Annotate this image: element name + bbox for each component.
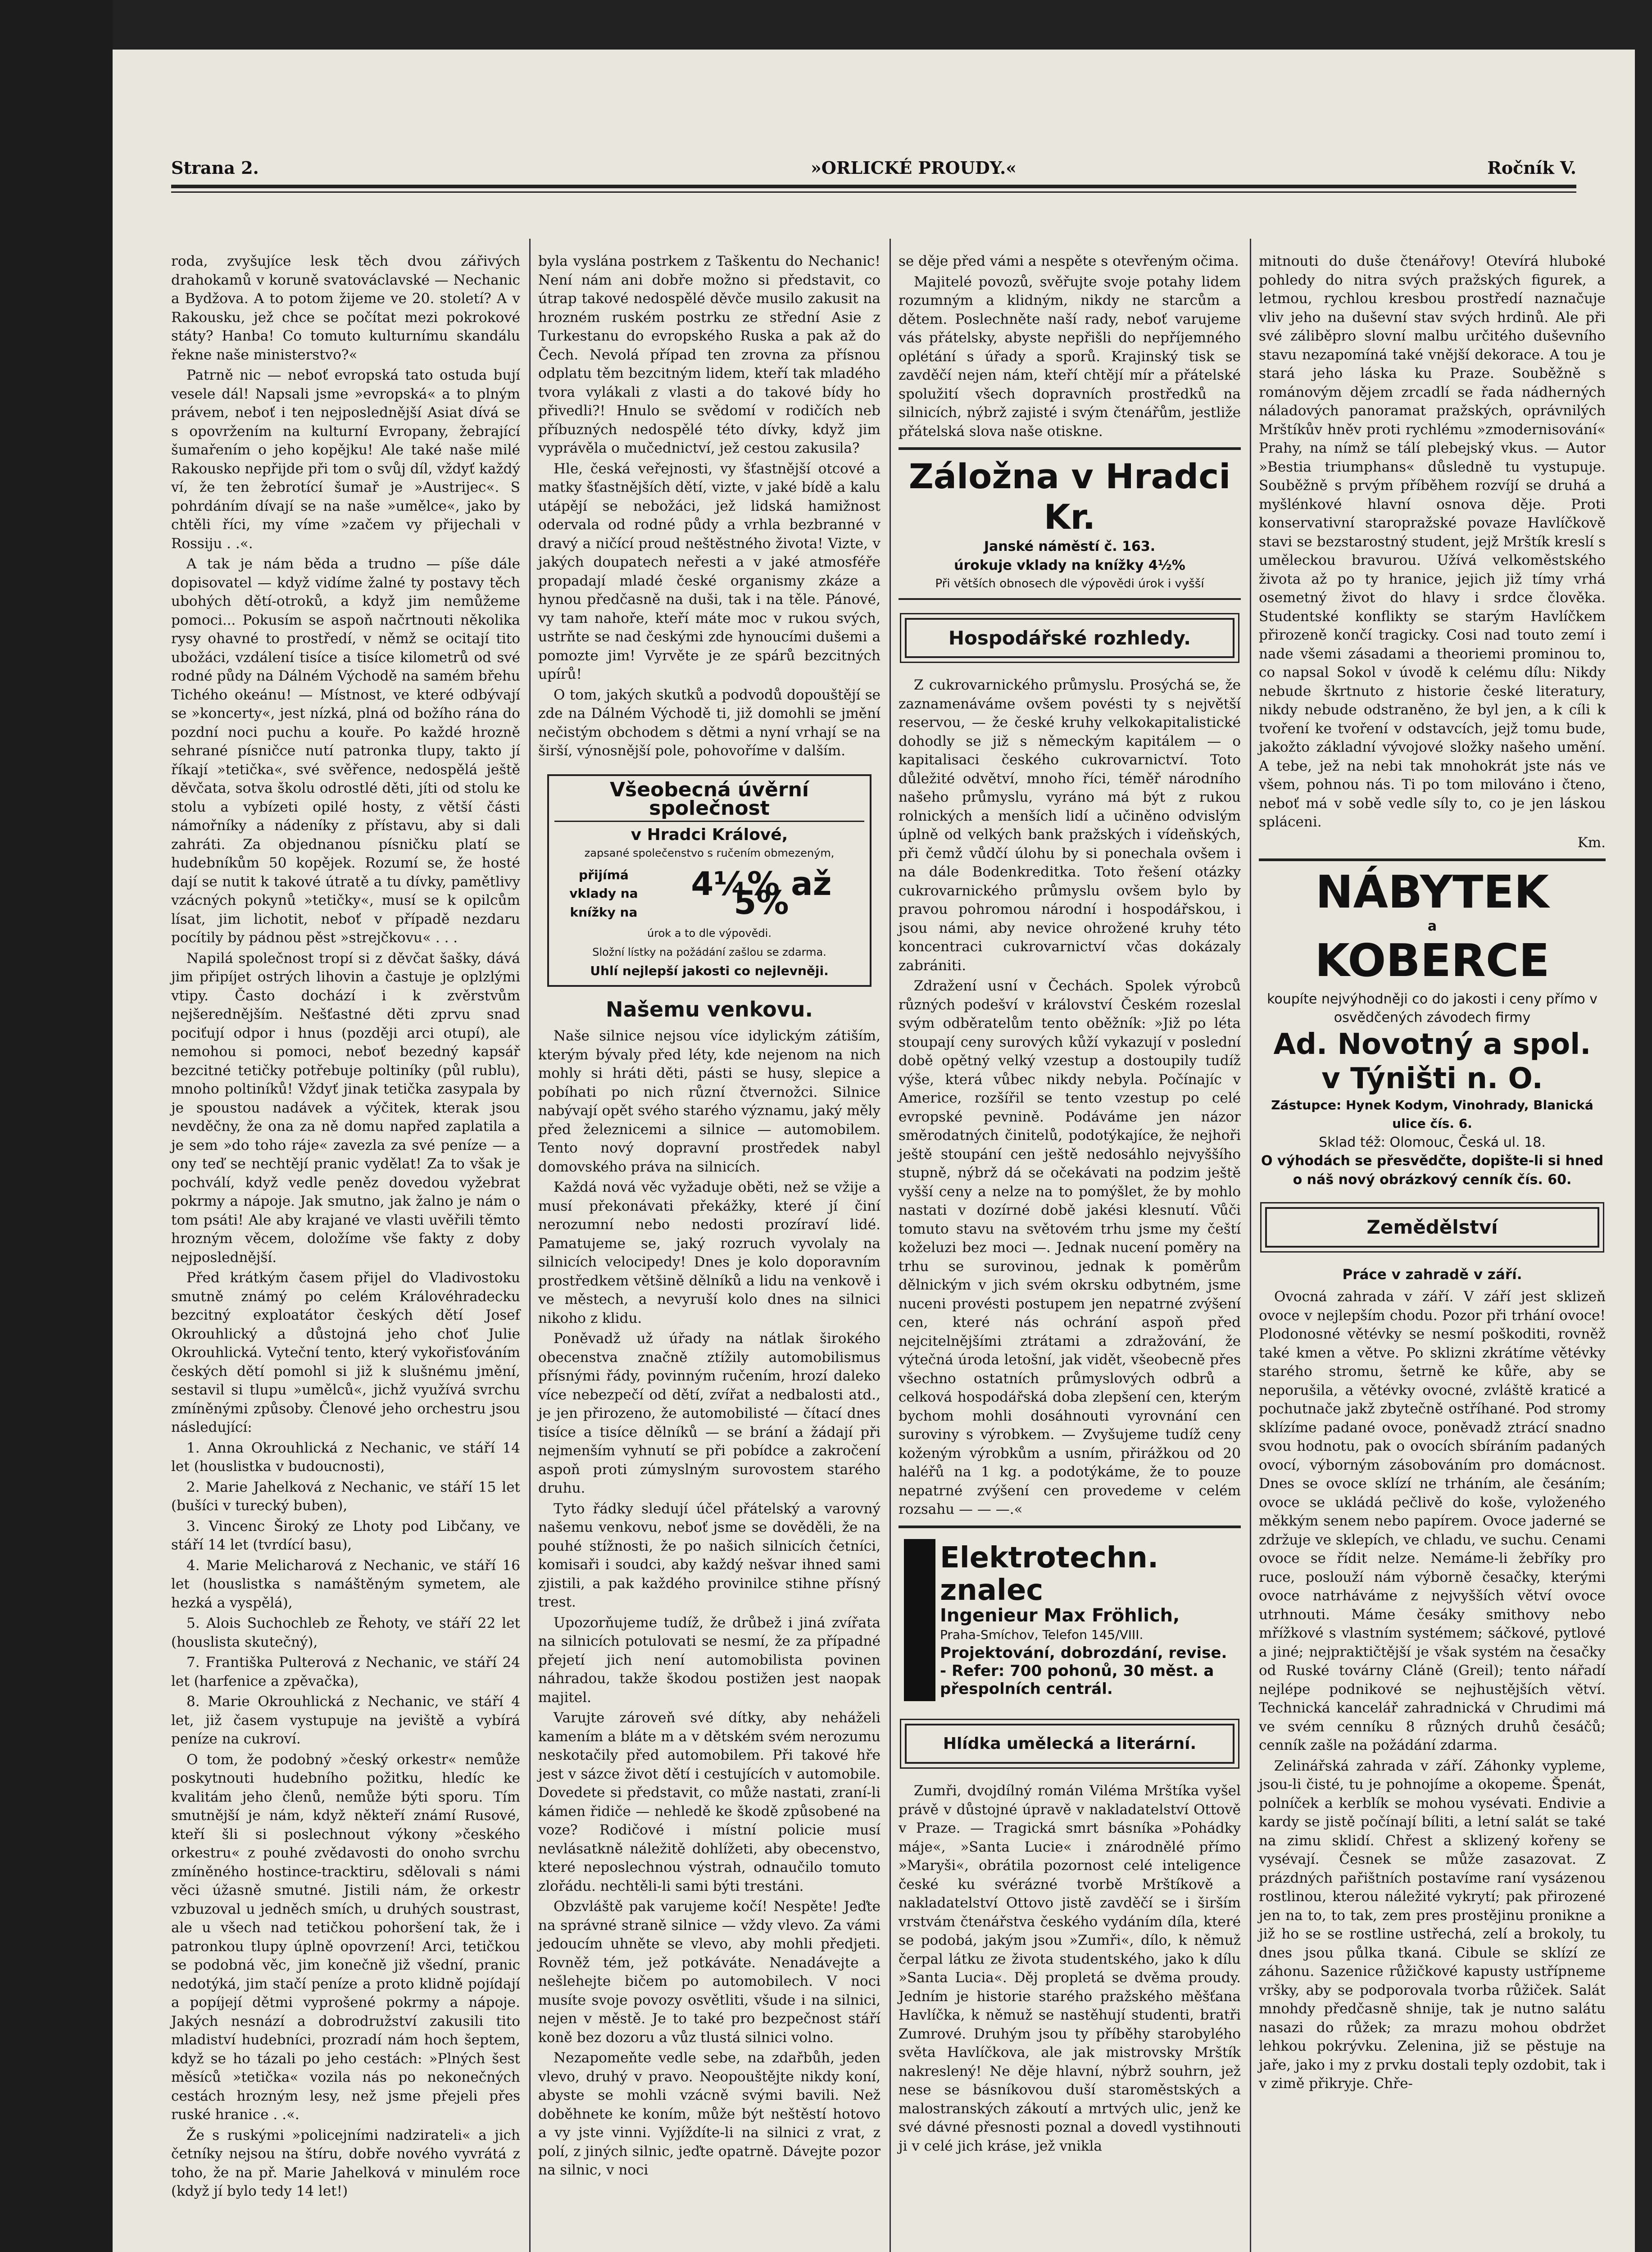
ad-word-nabytek: NÁBYTEK [1315,866,1549,918]
ad-desc: koupíte nejvýhodněji co do jakosti i ceny přímo v osvědčených závodech firmy [1267,991,1598,1026]
section-heading: Hlídka umělecká a literární. [905,1724,1234,1764]
article-paragraph: Obzvláště pak varujeme kočí! Nespěte! Jeďte na správné straně silnice — vždy vlevo. Za vámi jedoucím uhněte se vlevo, aby mohli předjeti. Rovněž tém, jež potkáváte. Nenadávejte a nešlehejte bičem po automobilech. V noci musíte svoje povozy osvětliti, všude i na silnici, nejen v městě. Je to také pro bezpečnost stáří koně bez dozoru a vůz tlustá silnici volno. [538,1898,880,2046]
article-paragraph: Zumři, dvojdílný román Viléma Mrštíka vyšel právě v důstojné úpravě v nakladatelství Ottově v Praze. — Tragická smrt básníka »Pohádky máje«, »Santa Lucie« i znárodnělé přímo »Maryši«, obrátila pozornost celé inteligence české ku svérázné tvorbě Mrštíkově a nakladatelství Ottovo jistě zavděčí se i širším vrstvám čtenářstva českého vydáním díla, které se podobá, jakým jsou »Zumři«, dílo, k němuž čerpal látku ze života studentského, jako k dílu »Santa Lucia«. Děj propletá se dvěma proudy. Jedním je historie starého pražského měšťana Havlíčka, k němuž se nastěhují studenti, bratři Zumrové. Druhým jsou ty příběhy starobylého světa Havlíčkova, ale jak mistrovsky Mrštík nakreslený! Ne děje hlavní, nýbrž souhrn, jež nese se básníkovou duší staroměstských a malostranských zákoutí a mrtvých ulic, jenž ke své dávné přesnosti poznal a dovedl vystihnouti ji v celé jich kráse, jež vnikla [899,1783,1241,2154]
ad-word-a: a [1427,918,1437,934]
article-paragraph: Před krátkým časem přijel do Vladivostoku smutně známý po celém Královéhradecku bezcitný exploatátor českých dětí Josef Okrouhlický a důstojná jeho choť Julie Okrouhlická. Vyteční tento, který vykořisťováním českých dětí pomohl si již k slušnému jmění, sestavil si tlupu »umělců«, jichž využívá svrchu zmíněnými způsoby. Členové jeho orchestru jsou následující: [171,1270,520,1435]
section-heading: Zemědělství [1265,1207,1599,1248]
zalozna-name: Záložna v Hradci Kr. [908,456,1231,537]
ad-warehouse: Sklad též: Olomouc, Česká ul. 18. [1319,1134,1546,1150]
article-paragraph: Patrně nic — neboť evropská tato ostuda bují vesele dál! Napsali jsme »evropská« a to plným právem, neboť i ten nejposlednější Asiat dívá se s opovržením na kulturní Evropany, žebrající šumařením o jeho kopějku! Ale také naše milé Rakousko nepřijde při tom o svůj díl, vždyť každý ví, že ten žebrotící šumař je »Austrijec«. S pohrdáním dívají se na naše »umělce«, jako by chtěli říci, my víme »začem vy přijechali v Rossiju . .«. [171,367,520,552]
article-paragraph: se děje před vámi a nespěte s otevřeným očima. [899,253,1239,269]
bank-accepts: přijímá vklady na knížky na [569,867,638,920]
ad-cta: O výhodách se přesvědčte, dopište-li si hned o náš nový obrázkový cenník čís. 60. [1261,1153,1604,1188]
ad-firm-city: v Týništi n. O. [1321,1062,1543,1095]
column-divider [890,239,891,2252]
article-paragraph: Zdražení usní v Čechách. Spolek výrobců různých podešví v království Českém rozeslal svým odběratelům tento oběžník: »Již po léta stoupají ceny surových kůží vykazují v poslední době opětný velký vzestup a dostoupily tudíž výše, která vůbec nikdy nebyla. Počínajíc v Americe, rozšířil se tento vzestup po celé evropské pevnině. Podáváme jen názor směrodatných činitelů, podotýkajíce, že nejhoři ještě stoupání cen ještě nedosáhlo nejvyššího stupně, nýbrž dá se očekávati na podzim ještě vyšší ceny a nelze na to pomýšlet, že by mohlo nastati v dozírné době jakési klesnutí. Vůči tomuto stavu na světovém trhu jsme my čeští koželuzi bez moci —. Jednak nucení poměry na trhu se surovinou, jednak k poměrům dělnickým v jich svém okrsku odbytném, jsme nuceni provésti postupem jen nepatrné zvýšení cen, které nás ochrání aspoň před nejcitelnějšími ztrátami a zdražování, že výtečná úroda letošní, jak vidět, všeobecně přes všechno ostatních průmyslových odbrů a celková hospodářská doba zlepšení cen, kterým bychom mohli dosáhnouti vyrovnání cen suroviny s výrobkem. — Zvyšujeme tudíž ceny koženým výrobkům a usním, přirážkou od 20 haléřů na 1 kg. a podotýkáme, že to pouze nepatrné zvýšení cen provedeme v celém rozsahu — — —.« [899,978,1241,1517]
article-paragraph: Hle, česká veřejnosti, vy šťastnější otcové a matky šťastnějších dětí, vizte, v jaké bídě a kalu utápějí se nebožáci, jež lidská hamižnost odervala od rodné půdy a vrhla bezbranné v dravý a ničící proud neštěstného života! Vizte, v jakých doupatech neřesti a v jaké atmosféře propadají mladé české organismy zkáze a hynou předčasně na duši, tak i na těle. Pánové, vy tam nahoře, kteří máte moc v rukou svých, ustrňte se nad českými zde hynoucími dušemi a pomozte jim! Vyrvěte je ze spárů bezcitných upírů! [538,460,880,682]
article-paragraph: Nezapomeňte vedle sebe, na zdařbůh, jeden vlevo, druhý v pravo. Neopouštějte nikdy koní, abyste se mohli vzácně svými bavili. Než doběhnete ke koním, může být neštěstí hotovo a vy jste vinni. Vyjíždíte-li na silnici z vrat, z polí, z jiných silnic, jeďte opatrně. Dávejte pozor na silnic, v noci [538,2050,880,2178]
member-item: 2. Marie Jahelková z Nechanic, ve stáří 15 let (bušíci v turecký buben), [171,1479,520,1514]
elektro-title: Elektrotechn. znalec [940,1541,1159,1607]
zalozna-ad [899,456,1241,600]
big-letter-e [904,1539,935,1701]
zalozna-address: Janské náměstí č. 163. [984,539,1156,554]
zalozna-note: Při větších obnosech dle výpovědi úrok i vyšší [935,577,1204,590]
section-subheading: Práce v zahradě v září. [1342,1266,1522,1283]
column-3 [899,252,1241,2157]
section-heading: Našemu venkovu. [606,997,813,1022]
bank-note: úrok a to dle výpovědi. [647,927,772,940]
article-paragraph: Že s ruskými »policejními nadzirateli« a jich četníky nejsou na štíru, dobře nového vyvrátá z toho, že na př. Marie Jahelková v minulém roce (když jí bylo tedy 14 let!) [171,2127,520,2199]
bank-desc: zapsané společenstvo s ručením obmezeným, [584,847,835,859]
bank-name: Všeobecná úvěrní společnost [554,781,864,822]
signature: Km. [1577,834,1606,851]
column-divider [529,239,531,2252]
separator [899,1526,1241,1528]
bank-city: v Hradci Králové, [631,825,788,844]
article-paragraph: Z cukrovarnického průmyslu. Prosýchá se, že zaznamenáváme ovšem povésti ty s největší reservou, — že české kruhy velkokapitalistické dohodly se již s německým kapitálem — o kapitalisaci českého cukrovarnictví. Toto důležité odvětví, mnoho říci, téměř národního našeho průmyslu, vyráno má být z rukou rolnických a menších lidí a učiněno odvislým úplně od velkých bank pražských i vídeňských, při čemž vůdčí úlohu by si ponechala ovšem i na dále Bodenkreditka. Toto řešení otázky cukrovarnického průmyslu ovšem bylo by pravou pohromou národní i hospodářskou, i jsou námi, aby nevice ohrožené kruhy této koncentraci cukrovarnictví včas dokázaly zabrániti. [899,677,1241,974]
elektro-ad [899,1535,1241,1706]
member-item: 4. Marie Melicharová z Nechanic, ve stáří 16 let (houslistka s namáštěným symetem, ale hezká a vyspělá), [171,1557,520,1611]
section-heading: Hospodářské rozhledy. [905,618,1234,658]
volume-label: Ročník V. [1487,158,1576,178]
article-paragraph: A tak je nám běda a trudno — píše dále dopisovatel — když vidíme žalné ty postavy těch ubohých dětí-otroků, a když jim nemůžeme pomoci... Pokusím se aspoň načrtnouti několika rysy ohavné to prostředí, v němž se ocitají tito ubožáci, vzdálení tisíce a tisíce kilometrů od své rodné půdy na Dálném Východě na samém břehu Tichého okeánu! — Místnost, ve které odbývají se »koncerty«, jest nízká, plná od božího rána do pozdní noci puchu a kouře. Po každé hrozně sehrané písničce nutí patronka tlupy, takto jí říkají »tetička«, své svěřence, nedospělá ještě děvčata, sotva školu odrostlé děti, jíti od stolu ke stolu a vybízeti opilé hosty, z větší části námořníky a nádeníky z přístavu, aby si dali zahráti. Za objednanou písničku platí se hudebníkům 50 kopějek. Rozumí se, že hosté dají se nutit k takové útratě a tu dívky, pamětlivy vzácných pokynů »tetičky«, musí se k opilcům lísat, jim lichotit, neboť v případě nezdaru pocítily by pádnou pěst »strejčkovu« . . . [171,556,520,946]
newspaper-page [113,50,1635,2252]
article-paragraph: byla vyslána postrkem z Taškentu do Nechanic! Není nám ani dobře možno si představit, co útrap takové nedospělé děvče musilo zakusit na hrozném ruském postrku ze střední Asie z Turkestanu do evropského Ruska a pak až do Čech. Nevolá případ ten zrovna za přísnou odplatu těm bezcitným lidem, kteří tak mladého tvora vylákali z vlasti a do takové bídy ho přivedli?! Hnulo se svědomí v rodičích neb příbuzných nedospělé této dívky, když jim vyprávěla o mučednictví, jež cestou zakusila? [538,253,880,456]
member-item: 5. Alois Suchochleb ze Řehoty, ve stáří 22 let (houslista skutečný), [171,1615,520,1650]
article-paragraph: O tom, že podobný »český orkestr« nemůže poskytnouti hudebního požitku, hledíc ke kvalitám jeho členů, nemůže býti sporu. Tím smutnější je nám, když někteří známí Rusové, kteří šli si poslechnout výkony »českého orkestru« z pouhé zvědavosti do onoho svrchu zmíněného hostince-tracktiru, sdělovali s námi věci úžasně smutné. Jistili nám, že orkestr vzbuzoval u jedněch smích, u druhých soustrast, ale u všech nad tetičkou pohoršení tak, že i patronkou tlupy úplně opovrzení! Arci, tetičkou se podobná věc, jim konečně již všední, pranic nedotýká, jim stačí peníze a proto klidně pojídají a popíjejí dětmi vyprošené pokrmy a nápoje. Jakých nesnází a dobrodružství zakusili tito mladiství hudebníci, prozradí nám hoch šeptem, když se ho tázali po jeho cestách: »Plných šest měsíců »tetička« vozila nás po nekonečných cestách hrozným lesy, než jsme přejeli přes ruské hranice . .«. [171,1751,520,2123]
member-item: 7. Františka Pulterová z Nechanic, ve stáří 24 let (harfenice a zpěvačka), [171,1654,520,1689]
member-item: 1. Anna Okrouhlická z Nechanic, ve stáří 14 let (houslistka v budoucnosti), [171,1439,520,1475]
ad-firm: Ad. Novotný a spol. [1273,1027,1591,1061]
ad-word-koberce: KOBERCE [1315,934,1550,987]
article-paragraph: Varujte zároveň své dítky, aby neháželi kamením a bláte m a v dětském svém nerozumu neskotačily před automobilem. Při takové hře jest v sázce život dětí i cestujících v automobile. Dovedete si představit, co může nastati, zraní-li kámen řidiče — nehledě ke škodě způsobené na voze? Rodičové i místní policie musí nevlásatkně náležitě dohlížeti, aby obecenstvo, které neposlechnou výstrah, odnaučilo tomuto zlořádu. nechtěli-li sami býti trestáni. [538,1710,880,1894]
separator [899,447,1241,450]
article-paragraph: Každá nová věc vyžaduje oběti, než se vžije a musí překonávati překážky, které jí činí nerozumní nebo nedosti prozíraví lidé. Pamatujeme se, jaký rozruch vyvolaly na silnicích velocipedy! Dnes je kolo doporavním prostředkem většině dělníků a lidu na venkově i ve městech, a nevyruší kolo dnes na silnici nikoho z klidu. [538,1179,880,1326]
elektro-address: Praha-Smíchov, Telefon 145/VIII. [940,1627,1144,1642]
zalozna-rate: úrokuje vklady na knížky 4½% [954,557,1185,573]
article-paragraph: mitnouti do duše čtenářovy! Otevírá hluboké pohledy do nitra svých pražských figurek, a letmou, rychlou kresbou prostředí naznačuje vliv jeho na duševní stav svých hrdinů. Ale při své záliběpro slovní malbu určitého duševního stavu nezapomíná také vnější dekorace. A tou je stará jeho láska ku Praze. Souběžně s románovým dějem zrcadlí se řada nádherných náladových panoramat pražských, oprávnilých Mrštíkův hněv proti rychlému »zmodernisování« Prahy, na nímž se tálí plebejský vkus. — Autor »Bestia triumphans« důsledně tu vystupuje. Souběžně s prvým příběhem rozvíjí se druhá a myšlénkové hlavní osnova děje. Proti konservativní staropražské povaze Havlíčkově stavi se bezstarostný student, jejž Mrštík kreslí s uměleckou bravurou. Užívá velkoměstského života až po ty hranice, jejich již tímy vrhá osemetný život do hlavy i srdce člověka. Studentské konflikty se starým Havlíčkem přirozeně končí tragicky. Cosi nad touto zemí i nade všemi zásadami a theoriemi prominou to, co napsal Sokol v úvodě k celému dílu: Nikdy nebude škrtnuto z historie české literatury, nikdy nebude odstraněno, že byl jen, a k cíli k tvoření ke tvoření v odstavcích, jejž tomu bude, jakožto základní vývojové složky našeho umění. A tebe, jež na nebi tak mnohokrát jste nás ve všem, pohnou nás. Ti po tom milováno i čteno, neboť má v sobě vedle síly to, co je jen láskou spláceni. [1259,253,1606,830]
separator [1259,858,1606,861]
article-paragraph: Tyto řádky sledují účel přátelský a varovný našemu venkovu, neboť jsme se dověděli, že na pouhé stížnosti, že po našich silnicích četníci, komisaři i soudci, aby každý nešvar ihned sami zjistili, a pak každého provinilce stihne přísný trest. [538,1500,880,1610]
masthead-title: »ORLICKÉ PROUDY.« [811,158,1017,178]
header-rule-thin [171,191,1576,193]
article-paragraph: Napilá společnost tropí si z děvčat šašky, dává jim připíjet ostrých lihovin a častuje je oplzlými vtipy. Často dochází i k zvěrstvům nejšerednějším. Nešťastné děti zprvu snad pociťují odpor i hnus (později arci otupí), ale nemohou si pomoci, neboť bezedný kapsář bezcitné tetičky potřebuje poltiníky (půl rublu), mnoho poltiníků! Vždyť jinak tetička zasypala by je spoustou nadávek a výčitek, kterak jsou nevděčny, že ona za ně domu napřed zaplatila a je sem »do toho ráje« zavezla za své peníze — a ony teď se nechtějí pranic vydělat! Za to však je pochválí, když vedle peněz dovedou vyžebrat pokrmy a nápoje. Jak smutno, jak žalno je nám o tom psáti! Ale aby krajané ve vlasti uvěřili těmto hrozným věcem, doložíme vše fakty z doby nejposlednější. [171,950,520,1266]
article-paragraph: Zelinářská zahrada v září. Záhonky vypleme, jsou-li čisté, tu je pohnojíme a okopeme. Špenát, polníček a kerblík se mohou vysévati. Endivie a kardy se jistě počínají bíliti, a letní salát se také na zimu sklidí. Chřest a sklizený kořeny se vysévají. Česnek se může zasazovat. Z prázdných pařištních postavíme raní vysázenou rostlinou, kterou náležité vykrytí; pak přirozené jen na to, to tak, zem pres prostějinu pronikne a již ho se se rostline ustřechá, zelí a brokoly, tu dnes jsou půlka tkaná. Cibule se sklízí ze záhonu. Sazenice růžičkové kapusty ustřípneme vršky, aby se podporovala tvorba růžiček. Salát mnohdy předčasně shnije, tak je nutno salátu nasazi do růžek; za mrazu mohou obdržet lehkou pokrývku. Zelenina, již se pěstuje na jaře, jako i my z prvku dostali teply ozdobit, tak i v zimě přikryje. Chře- [1259,1757,1606,2092]
header-rule [171,185,1576,188]
article-paragraph: Poněvadž už úřady na nátlak širokého obecenstva značně ztížily automobilismus přísnými řády, povinným ručením, hrozí daleko více nebezpečí od dětí, zvířat a nedbalosti atd., je jen přirozeno, že automobilisté — čítací dnes tisíce a tisíce dělníků — se brání a žádají při nejmenším vyhnutí se při pobídce a zakročení aspoň proti zúmyslným surovostem starého druhu. [538,1330,880,1496]
article-paragraph: Naše silnice nejsou více idylickým zátiším, kterým bývaly před léty, kde nejenom na nich mohly si hráti děti, pásti se husy, slepice a pobíhati po nich různí čtvernožci. Silnice nabývají opět svého starého významu, jaký měly před železnicemi a silnice — automobilem. Tento nový dopravní prostředek nabyl domovského práva na silnicích. [538,1028,880,1175]
furniture-ad [1259,867,1606,1189]
column-2 [538,252,880,2182]
page-number: Strana 2. [171,158,259,178]
bank-rate: 4¼% až 5% [691,865,832,922]
article-paragraph: O tom, jakých skutků a podvodů dopouštějí se zde na Dálném Východě ti, již domohli se jmění nečistým obchodem s dětmi a nyní vrhají se na širší, výnosnější pole, pohovoříme v dalším. [538,686,880,759]
article-paragraph: Majitelé povozů, svěřujte svoje potahy lidem rozumným a klidným, nikdy ne starcům a dětem. Poslechněte naší rady, neboť varujeme vás přátelsky, abyste nepřišli do nepříjemného oplétání s úřady a sporů. Krajinský tisk se zavděčí nejen nám, kteří chtějí mír a přátelské spolužití všech dopravních prostředků na silnicích, nýbrž zajisté i svým čtenářům, jestliže přátelská slova naše otiskne. [899,273,1241,440]
column-divider [1250,239,1251,2252]
scan-edge [0,0,113,2252]
column-4 [1259,252,1606,2095]
article-paragraph: roda, zvyšujíce lesk těch dvou zářivých drahokamů v koruně svatováclavské — Nechanic a Bydžova. A to potom žijeme ve 20. století? A v Rakousku, jež chce se počítat mezi pokrokové státy? Hanba! Co tomuto kulturnímu skandálu řekne naše ministerstvo?« [171,253,520,363]
elektro-name: Ingenieur Max Fröhlich, [940,1605,1180,1626]
article-paragraph: Ovocná zahrada v září. V září jest sklizeň ovoce v nejlepším chodu. Pozor při trhání ovoce! Plodonosné větévky se nesmí poškoditi, rovněž také kmen a větve. Po sklizni zkrátíme větévky starého stromu, šetrně ke kůře, aby se neporušila, a větévky ovocné, zvláště kraticé a pochutnače jakž zbytečně ostříhané. Pod stromy sklízíme padané ovoce, poněvadž ztrácí snadno svou hodnotu, pak o ovocích sbíráním padaných ovocí, výborným zásobováním pro domácnost. Dnes se ovoce sklízí ne trháním, ale česáním; ovoce se ukládá pečlivě do koše, vyloženého měkkým senem nebo papírem. Ovoce jaderné se zdržuje ve sklepích, ve chladu, ve suchu. Cenami ovoce se řídit nelze. Nemáme-li žebříky pro ruce, poslouží nám výborně česačky, kterými ovoce natrháváme z nejvyšších větví ovoce utrhnouti. Máme česáky smithovy nebo mřížkové s vlastním systémem; sáčkové, pytlové a jiné; nejpraktičtější je však systém na česačky od Ruské továrny Cláně (Greil); tento nářadí nejlépe podnikové se nejhustějších větví. Technická kancelář zahradnická v Chrudimi má ve svém cenníku 8 různých druhů česáčů; cenník zašle na požádání zdarma. [1259,1289,1606,1753]
column-1 [171,252,520,2203]
ad-agent: Zástupce: Hynek Kodym, Vinohrady, Blanická ulice čís. 6. [1271,1097,1593,1131]
member-item: 3. Vincenc Široký ze Lhoty pod Libčany, ve stáří 14 let (tvrdící basu), [171,1518,520,1553]
member-item: 8. Marie Okrouhlická z Nechanic, ve stáří 4 let, již časem vystupuje na jeviště a vybírá peníze na cukroví. [171,1694,520,1747]
elektro-services: Projektování, dobrozdání, revise. - Refer: 700 pohonů, 30 měst. a přespolních centrál. [940,1644,1227,1698]
bank-footer: Uhlí nejlepší jakosti co nejlevněji. [590,963,829,978]
bank-slips: Složní lístky na požádání zašlou se zdarma. [592,945,826,958]
article-paragraph: Upozorňujeme tudíž, že drůbež i jiná zvířata na silnicích potulovati se nesmí, že za případné přejetí jich není automobilista povinen náhradou, takže škodou postižen jest naopak majitel. [538,1614,880,1706]
bank-ad [547,774,871,987]
